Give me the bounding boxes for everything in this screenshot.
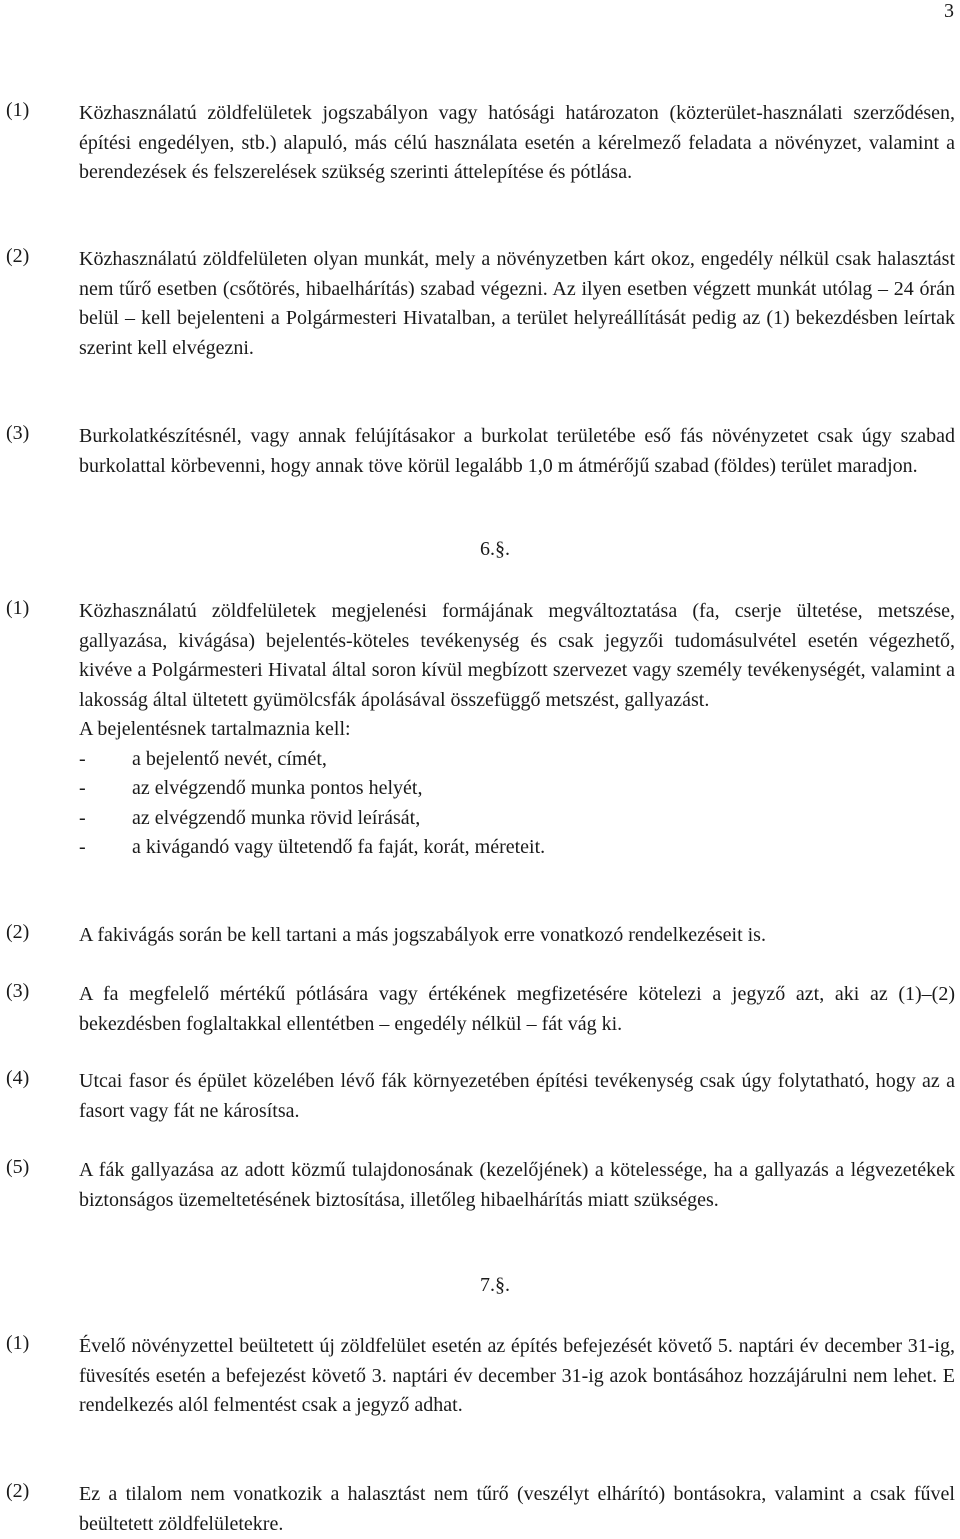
notice-requirements-list	[79, 745, 955, 863]
paragraph-text: A fakivágás során be kell tartani a más jogszabályok erre vonatkozó rendelkezéseit is.	[79, 924, 766, 946]
list-dash: -	[79, 836, 86, 858]
paragraph-text: Évelő növényzettel beültetett új zöldfelület esetén az építés befejezését követő 5. naptári év december 31-ig, füvesítés esetén a befejezést követő 3. naptári év december 31-ig azok bontásához hozzájárulni nem lehet. E rendelkezés alól felmentést csak a jegyző adhat.	[79, 1335, 955, 1416]
list-item-text: a kivágandó vagy ültetendő fa faját, korát, méreteit.	[132, 836, 546, 858]
paragraph-text: Ez a tilalom nem vonatkozik a halasztást nem tűrő (veszélyt elhárító) bontásokra, valamint a csak fűvel beültetett zöldfelületekre.	[79, 1483, 955, 1535]
notice-intro: A bejelentésnek tartalmaznia kell:	[79, 718, 351, 740]
list-item	[79, 745, 955, 775]
paragraph-text: Utcai fasor és épület közelében lévő fák környezetében építési tevékenység csak úgy folytatható, hogy az a fasort vagy fát ne károsítsa.	[79, 1070, 955, 1122]
section-6-paragraph-5	[0, 1156, 960, 1215]
list-item-text: az elvégzendő munka pontos helyét,	[132, 777, 423, 799]
paragraph-number: (1)	[6, 99, 30, 121]
list-dash: -	[79, 777, 86, 799]
paragraph-text: Közhasználatú zöldfelületen olyan munkát, mely a növényzetben kárt okoz, engedély nélkül csak halasztást nem tűrő esetben (csőtörés, hibaelhárítás) szabad végezni. Az ilyen esetben végzett munkát utólag – 24 órán belül – kell bejelenteni a Polgármesteri Hivatalban, a terület helyreállítását pedig az (1) bekezdésben leírtak szerint kell elvégezni.	[79, 248, 955, 359]
paragraph-number: (1)	[6, 1332, 30, 1354]
paragraph-text: Burkolatkészítésnél, vagy annak felújításakor a burkolat területébe eső fás növényzetet csak úgy szabad burkolattal körbevenni, hogy annak töve körül legalább 1,0 m átmérőjű szabad (földes) terület maradjon.	[79, 425, 955, 477]
paragraph-number: (5)	[6, 1156, 30, 1178]
paragraph-number: (3)	[6, 422, 30, 444]
paragraph-number: (2)	[6, 245, 30, 267]
paragraph-text: A fák gallyazása az adott közmű tulajdonosának (kezelőjének) a kötelessége, ha a gallyazás a légvezetékek biztonságos üzemeltetésének biztosítása, illetőleg hibaelhárítás miatt szükséges.	[79, 1159, 955, 1211]
list-dash: -	[79, 747, 86, 770]
list-item	[79, 833, 955, 863]
paragraph-number: (3)	[6, 980, 30, 1002]
paragraph-text: Közhasználatú zöldfelületek megjelenési formájának megváltoztatása (fa, cserje ültetése, metszése, gallyazása, kivágása) bejelentés-köteles tevékenység és csak jegyzői tudomásulvétel esetén végezhető, kivéve a Polgármesteri Hivatal által soron kívül megbízott szervezet vagy személy tevékenységét, valamint a lakosság által ültetett gyümölcsfák ápolásával összefüggő metszést, gallyazást.	[79, 600, 955, 711]
paragraph-text: A fa megfelelő mértékű pótlására vagy értékének megfizetésére kötelezi a jegyző azt, aki az (1)–(2) bekezdésben foglaltakkal ellentétben – engedély nélkül – fát vág ki.	[79, 983, 955, 1035]
section-6-title: 6.§.	[480, 538, 510, 560]
list-item	[79, 804, 955, 834]
paragraph-number: (1)	[6, 597, 30, 619]
section-6-paragraph-1	[0, 597, 960, 863]
paragraph-1	[0, 99, 960, 188]
section-7-paragraph-1	[0, 1332, 960, 1421]
section-7-paragraph-2	[0, 1480, 960, 1539]
list-dash: -	[79, 806, 86, 829]
list-item	[79, 774, 955, 804]
paragraph-number: (2)	[6, 921, 30, 943]
section-6-paragraph-4	[0, 1067, 960, 1126]
paragraph-2	[0, 245, 960, 363]
paragraph-text: Közhasználatú zöldfelületek jogszabályon vagy hatósági határozaton (közterület-használati szerződésen, építési engedélyen, stb.) alapuló, más célú használata esetén a kérelmező feladata a növényzet, valamint a berendezések és felszerelések szükség szerinti áttelepítése és pótlása.	[79, 102, 955, 183]
section-7-title: 7.§.	[480, 1274, 510, 1296]
list-item-text: a bejelentő nevét, címét,	[132, 747, 327, 770]
section-6-paragraph-3	[0, 980, 960, 1039]
section-6-paragraph-2	[0, 921, 960, 951]
page-number: 3	[944, 0, 954, 22]
list-item-text: az elvégzendő munka rövid leírását,	[132, 806, 421, 829]
paragraph-3	[0, 422, 960, 481]
paragraph-number: (2)	[6, 1480, 30, 1502]
paragraph-number: (4)	[6, 1067, 30, 1089]
